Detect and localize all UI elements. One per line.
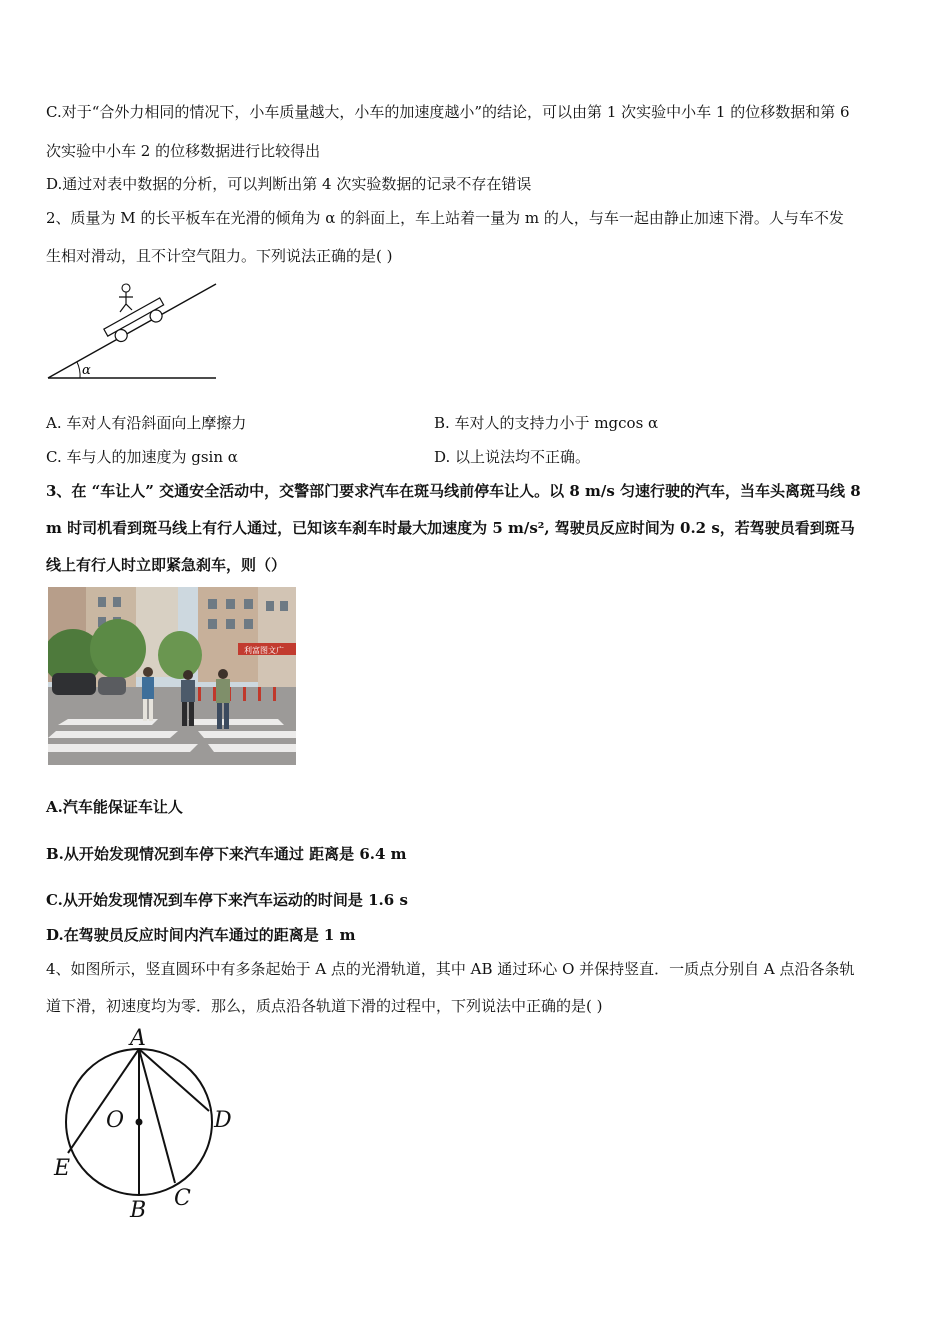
point-b-label: B — [130, 1198, 147, 1223]
q2-stem-line-2: 生相对滑动，且不计空气阻力。下列说法正确的是( ) — [46, 247, 393, 265]
q3-option-d: D.在驾驶员反应时间内汽车通过的距离是 1 m — [46, 926, 356, 944]
incline-cart-figure — [44, 278, 222, 384]
q2-option-b: B. 车对人的支持力小于 mgcos α — [434, 414, 659, 432]
q1-option-c-line-1: C.对于“合外力相同的情况下，小车质量越大，小车的加速度越小”的结论，可以由第 1 次实验中小车 1 的位移数据和第 6 — [46, 103, 850, 121]
crosswalk-photo — [48, 587, 296, 765]
q2-option-c: C. 车与人的加速度为 gsin α — [46, 448, 238, 466]
circle-tracks-figure — [48, 1025, 248, 1225]
q4-stem-line-2: 道下滑，初速度均为零．那么，质点沿各轨道下滑的过程中，下列说法中正确的是( ) — [46, 997, 603, 1015]
point-e-label: E — [54, 1156, 71, 1181]
point-a-label: A — [130, 1026, 146, 1051]
shop-sign-text: 利富图文广 — [244, 646, 284, 655]
q2-stem-line-1: 2、质量为 M 的长平板车在光滑的倾角为 α 的斜面上，车上站着一量为 m 的人，与车一起由静止加速下滑。人与车不发 — [46, 209, 844, 227]
q1-option-c-line-2: 次实验中小车 2 的位移数据进行比较得出 — [46, 142, 321, 160]
alpha-label: α — [82, 363, 91, 378]
q2-option-d: D. 以上说法均不正确。 — [434, 448, 591, 466]
q3-option-a: A.汽车能保证车让人 — [46, 798, 183, 816]
q3-option-b: B.从开始发现情况到车停下来汽车通过 距离是 6.4 m — [46, 845, 407, 863]
point-c-label: C — [174, 1186, 191, 1211]
person-icon — [119, 284, 133, 312]
center-o-label: O — [106, 1108, 125, 1133]
q3-stem-line-3: 线上有行人时立即紧急刹车，则（） — [46, 556, 287, 574]
q2-option-a: A. 车对人有沿斜面向上摩擦力 — [46, 414, 247, 432]
q3-stem-line-2: m 时司机看到斑马线上有行人通过，已知该车刹车时最大加速度为 5 m/s², 驾驶员反应时间为 0.2 s，若驾驶员看到斑马 — [46, 519, 855, 537]
q3-stem-line-1: 3、在 “车让人” 交通安全活动中，交警部门要求汽车在斑马线前停车让人。以 8 m/s 匀速行驶的汽车，当车头离斑马线 8 — [46, 482, 861, 500]
point-d-label: D — [214, 1108, 232, 1133]
q1-option-d: D.通过对表中数据的分析，可以判断出第 4 次实验数据的记录不存在错误 — [46, 175, 532, 193]
q3-option-c: C.从开始发现情况到车停下来汽车运动的时间是 1.6 s — [46, 891, 408, 909]
q4-stem-line-1: 4、如图所示，竖直圆环中有多条起始于 A 点的光滑轨道，其中 AB 通过环心 O 并保持竖直．一质点分别自 A 点沿各条轨 — [46, 960, 855, 978]
